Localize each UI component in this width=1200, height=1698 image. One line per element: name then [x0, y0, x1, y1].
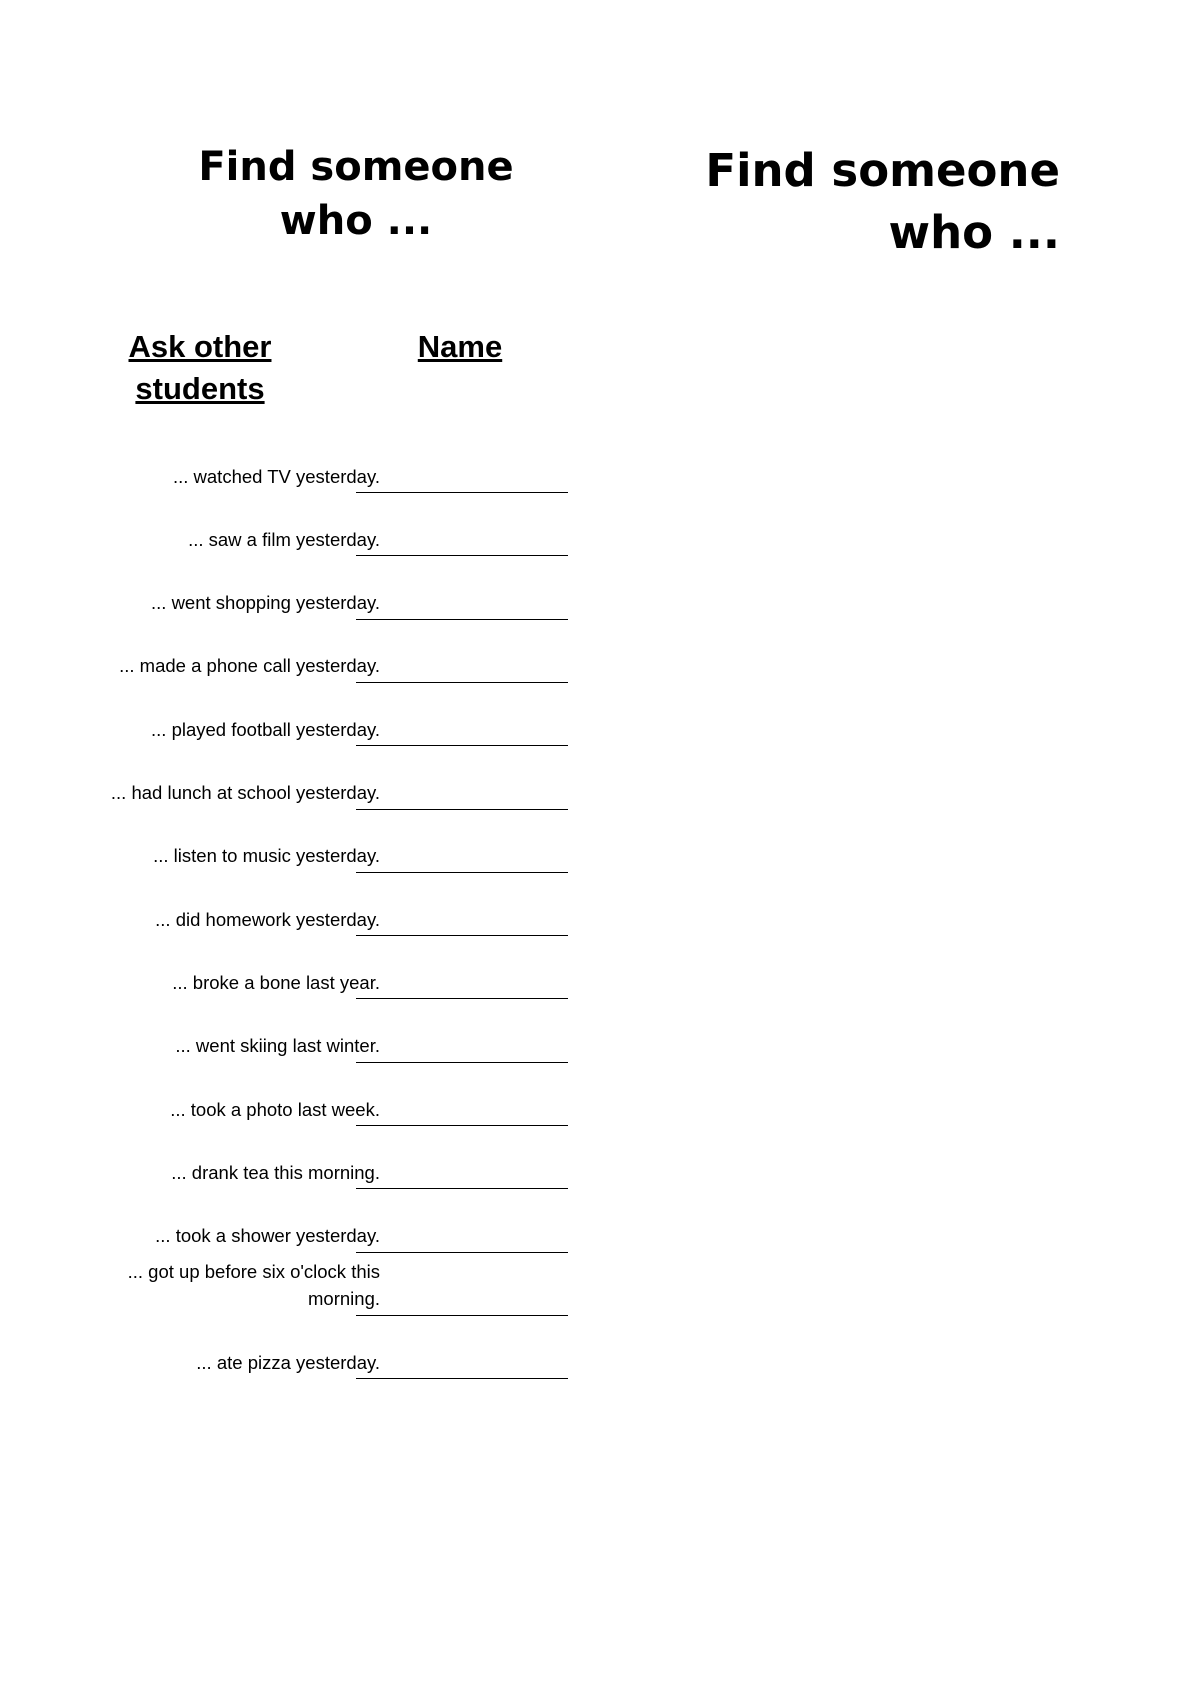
answer-blank-line — [356, 619, 568, 620]
question-text: ... got up before six o'clock this morning. — [127, 1260, 380, 1310]
question-text: ... did homework yesterday. — [155, 908, 380, 930]
answer-blank-line — [356, 935, 568, 936]
list-item — [60, 946, 600, 1002]
question-text: ... watched TV yesterday. — [172, 465, 380, 487]
answer-blank-line — [356, 1315, 568, 1316]
question-text: ... went skiing last winter. — [175, 1035, 380, 1057]
answer-blank-line — [356, 1378, 568, 1379]
answer-blank-line — [356, 1252, 568, 1253]
list-item — [60, 883, 600, 939]
list-item — [60, 1260, 600, 1319]
answer-blank-line — [356, 555, 568, 556]
ask-students-header: Ask other students — [128, 329, 272, 406]
question-text: ... listen to music yesterday. — [153, 845, 380, 867]
answer-blank-line — [356, 809, 568, 810]
question-text: ... had lunch at school yesterday. — [110, 782, 380, 803]
list-item — [60, 820, 600, 876]
question-text: ... made a phone call yesterday. — [119, 655, 380, 677]
list-item — [60, 1073, 600, 1129]
worksheet-title-right: Find someone who ... — [705, 144, 1060, 259]
list-item — [60, 1136, 600, 1192]
answer-blank-line — [356, 1188, 568, 1189]
answer-blank-line — [356, 492, 568, 493]
question-text: ... played football yesterday. — [151, 718, 380, 740]
list-item — [60, 503, 600, 559]
question-text: ... took a shower yesterday. — [155, 1225, 380, 1247]
list-item — [60, 440, 600, 496]
question-text: ... saw a film yesterday. — [188, 528, 380, 550]
answer-blank-line — [356, 998, 568, 999]
list-item — [60, 567, 600, 623]
name-column-header: Name — [417, 329, 503, 364]
list-item — [60, 1200, 600, 1256]
answer-blank-line — [356, 872, 568, 873]
question-text: ... drank tea this morning. — [171, 1161, 380, 1183]
list-item — [60, 693, 600, 749]
answer-blank-line — [356, 745, 568, 746]
answer-blank-line — [356, 1062, 568, 1063]
list-item — [60, 630, 600, 686]
question-text: ... broke a bone last year. — [172, 971, 380, 993]
list-item — [60, 1010, 600, 1066]
question-text: ... took a photo last week. — [170, 1098, 380, 1120]
list-item — [60, 757, 600, 813]
question-text: ... went shopping yesterday. — [151, 592, 380, 614]
worksheet-title-left: Find someone who ... — [198, 144, 514, 244]
answer-blank-line — [356, 682, 568, 683]
answer-blank-line — [356, 1125, 568, 1126]
question-text: ... ate pizza yesterday. — [196, 1351, 380, 1373]
list-item — [60, 1326, 600, 1382]
